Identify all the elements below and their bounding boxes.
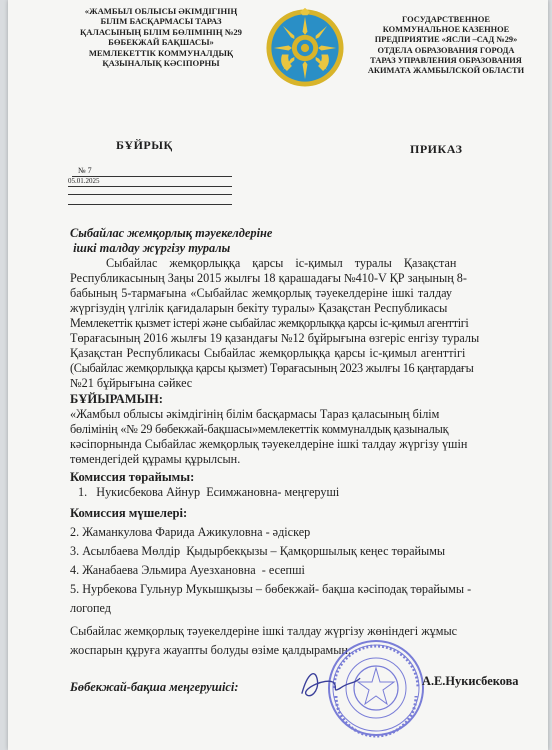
preamble-line: (Сыбайлас жемқорлыққа қарсы қызмет) Төрағасының 2023 жылғы 16 қаңтардағы <box>70 361 474 375</box>
doc-type-kazakh: БҰЙРЫҚ <box>116 138 173 152</box>
closing-line: жоспарын құруға жауапты болуды өзіме қалдырамын. <box>70 643 352 657</box>
header-left-line: «ЖАМБЫЛ ОБЛЫСЫ ӘКІМДІГІНІҢ <box>84 6 238 16</box>
signature-title: Бөбекжай-бақша меңгерушісі: <box>70 680 239 694</box>
document-title <box>70 226 272 256</box>
closing-line: Сыбайлас жемқорлық тәуекелдеріне ішкі талдау жүргізу жөніндегі жұмыс <box>70 624 458 638</box>
chair-heading: Комиссия төрайымы: <box>70 470 195 484</box>
header-left-line: МЕМЛЕКЕТТІК КОММУНАЛДЫҚ <box>88 47 234 58</box>
order-line: кәсіпорнында Сыбайлас жемқорлық тәуекелдеріне ішкі талдау жүргізу үшін <box>70 437 468 451</box>
order-heading: БҰЙЫРАМЫН: <box>70 392 164 406</box>
signature-name: А.Е.Нукисбекова <box>422 674 519 688</box>
order-line: бөлімінің «№ 29 бөбекжай-бақшасы»мемлекеттік коммуналдық қазыналық <box>70 422 449 436</box>
title-line: ішкі талдау жүргізу туралы <box>70 241 231 255</box>
preamble-line: Қазақстан Республикасы Сыбайлас жемқорлыққа қарсы іс-қимыл агенттігі <box>70 346 466 360</box>
member-item: 2. Жаманкулова Фарида Ажикуловна - әдіскер <box>70 525 311 539</box>
header-right-line: АКИМАТА ЖАМБЫЛСКОЙ ОБЛАСТИ <box>367 66 525 76</box>
document-page <box>8 0 548 750</box>
preamble-line: Төрағасының 2016 жылғы 19 қазандағы №12 бұйрығына өзгеріс енгізу туралы <box>70 331 480 345</box>
member-item: 5. Нурбекова Гульнур Мукышқызы – бөбекжай- бақша кәсіподақ төрайымы - <box>70 582 472 596</box>
order-line: төмендегідей құрамы құрылсын. <box>70 452 241 466</box>
order-date: 05.01.2025 <box>68 177 232 187</box>
header-right-line: ГОСУДАРСТВЕННОЕ <box>402 15 490 24</box>
order-line: «Жамбыл облысы әкімдігінің білім басқармасы Тараз қаласының білім <box>70 407 440 421</box>
members-heading: Комиссия мүшелері: <box>70 506 188 520</box>
header-right-line: ТАРАЗ УПРАВЛЕНИЯ ОБРАЗОВАНИЯ <box>370 55 522 65</box>
order-number-text: № 7 <box>78 166 92 175</box>
header-left-line: БӨБЕКЖАЙ БАҚШАСЫ» <box>108 37 214 48</box>
member-item: 4. Жанабаева Эльмира Ауезхановна - есепші <box>70 563 305 577</box>
member-item-continued: логопед <box>70 601 111 615</box>
kazakhstan-state-emblem-icon <box>264 7 346 89</box>
preamble-line: Республикасының Заңы 2015 жылғы 18 қарашадағы №410-V ҚР заңының 8- <box>70 271 467 285</box>
blank-line <box>68 204 232 205</box>
doc-type-russian: ПРИКАЗ <box>410 142 463 156</box>
preamble-line: Мемлекеттік қызмет істері және сыбайлас жемқорлыққа қарсы іс-қимыл агенттігі <box>70 316 469 330</box>
header-right-line: ОТДЕЛА ОБРАЗОВАНИЯ ГОРОДА <box>377 45 515 55</box>
header-right-russian <box>360 15 532 76</box>
header-right-line: КОММУНАЛЬНОЕ КАЗЕННОЕ <box>382 25 510 35</box>
preamble-line: №21 бұйрығына сәйкес <box>70 376 193 390</box>
header-left-kazakh <box>66 6 256 68</box>
header-left-line: БІЛІМ БАСҚАРМАСЫ ТАРАЗ <box>100 16 222 27</box>
order-number <box>72 166 232 177</box>
document-body <box>70 256 488 658</box>
header-left-line: ҚАЛАСЫНЫҢ БІЛІМ БӨЛІМІНІҢ №29 <box>80 26 242 37</box>
preamble-line: жүргізудің үлгілік қағидаларын бекіту туралы» Қазақстан Республикасы <box>70 301 448 315</box>
header-right-line: ПРЕДПРИЯТИЕ «ЯСЛИ –САД №29» <box>374 35 518 45</box>
preamble-line: Сыбайлас жемқорлыққа қарсы іс-қимыл туралы Қазақстан <box>106 256 457 270</box>
member-item: 3. Асылбаева Мөлдір Қыдырбекқызы – Қамқоршылық кеңес төрайымы <box>70 544 446 558</box>
blank-line <box>68 194 232 195</box>
header-left-line: ҚАЗЫНАЛЫҚ КӘСІПОРНЫ <box>102 58 220 69</box>
preamble-line: бабының 5-тармағына «Сыбайлас жемқорлық тәуекелдеріне ішкі талдау <box>70 286 453 300</box>
handwritten-signature-icon <box>296 664 364 704</box>
chair-member: 1. Нукисбекова Айнур Есимжановна- меңгеруші <box>78 485 340 499</box>
title-line: Сыбайлас жемқорлық тәуекелдеріне <box>70 226 273 240</box>
